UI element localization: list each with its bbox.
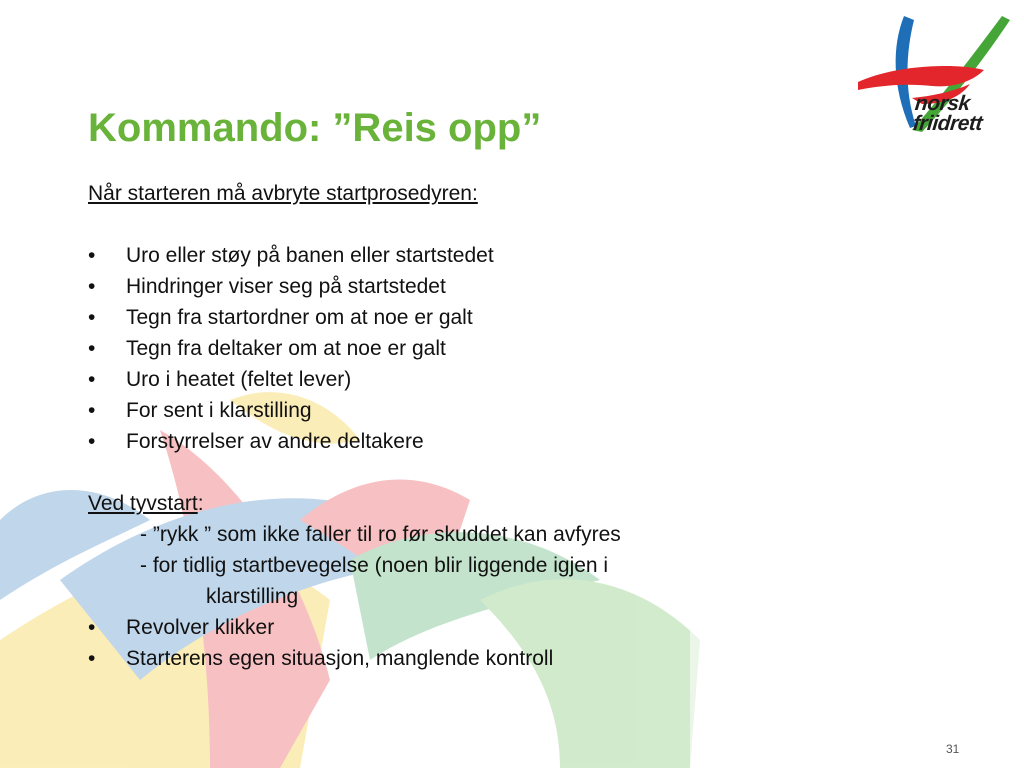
bullet-icon: •: [88, 430, 96, 453]
list-item-text: Hindringer viser seg på startstedet: [126, 275, 446, 298]
slide-body: [88, 178, 948, 674]
list-item-text: For sent i klarstilling: [126, 399, 312, 422]
page-number: 31: [946, 742, 960, 756]
tyvstart-line: - ”rykk ” som ikke faller til ro før skuddet kan avfyres: [140, 523, 621, 546]
list-item: [88, 364, 948, 395]
spacer: [88, 457, 948, 488]
tyvstart-line-continued: klarstilling: [206, 585, 299, 608]
tyvstart-colon: :: [197, 492, 204, 515]
list-item: [88, 612, 948, 643]
list-item: [88, 333, 948, 364]
logo-text-friidrett: friidrett: [911, 112, 984, 135]
logo-text-norsk: norsk: [913, 92, 971, 115]
bullet-icon: •: [88, 616, 96, 639]
list-item: [88, 643, 948, 674]
list-item-text: Starterens egen situasjon, manglende kontroll: [126, 647, 554, 670]
list-item: [88, 395, 948, 426]
bullet-icon: •: [88, 275, 96, 298]
tyvstart-label: Ved tyvstart: [88, 492, 198, 515]
tyvstart-line: - for tidlig startbevegelse (noen blir liggende igjen i: [140, 554, 609, 577]
bullet-icon: •: [88, 368, 96, 391]
bullet-icon: •: [88, 244, 96, 267]
intro-heading: Når starteren må avbryte startprosedyren:: [88, 182, 478, 205]
list-item-text: Forstyrrelser av andre deltakere: [126, 430, 424, 453]
list-item: [88, 271, 948, 302]
bullet-icon: •: [88, 399, 96, 422]
list-item-text: Tegn fra deltaker om at noe er galt: [126, 337, 446, 360]
spacer: [88, 209, 948, 240]
bullet-icon: •: [88, 647, 96, 670]
list-item: [88, 302, 948, 333]
list-item-text: Uro i heatet (feltet lever): [126, 368, 352, 391]
tyvstart-heading: [88, 488, 948, 519]
list-item: [88, 240, 948, 271]
list-item-text: Tegn fra startordner om at noe er galt: [126, 306, 473, 329]
bullet-icon: •: [88, 337, 96, 360]
list-item: [88, 426, 948, 457]
list-item-text: Revolver klikker: [126, 616, 275, 639]
list-item-text: Uro eller støy på banen eller startstedet: [126, 244, 494, 267]
norsk-friidrett-logo: [852, 6, 1020, 138]
slide-title: Kommando: ”Reis opp”: [88, 106, 542, 150]
bullet-icon: •: [88, 306, 96, 329]
